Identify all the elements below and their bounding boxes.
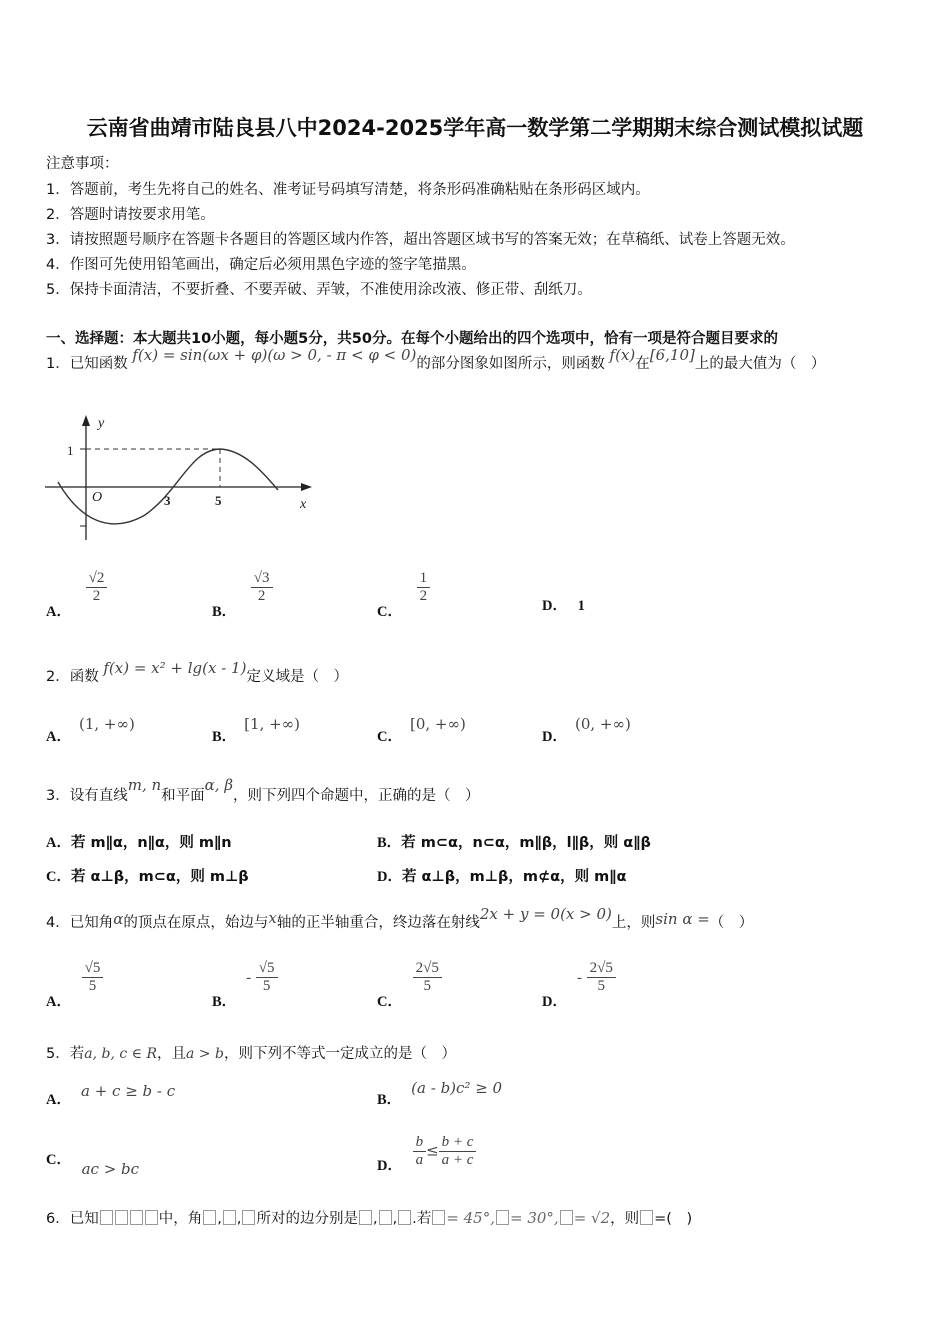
q4-option-a[interactable]: A． $\frac{√5}{5}$: [46, 960, 103, 995]
missing-glyph-icon: [398, 1210, 411, 1225]
q1-option-c[interactable]: C． $\frac{1}{2}$: [377, 570, 430, 605]
missing-glyph-icon: [100, 1210, 113, 1225]
q5-option-b[interactable]: B．(a - b)c² ≥ 0: [377, 1079, 503, 1108]
missing-glyph-icon: [432, 1210, 445, 1225]
x-axis-arrow: [301, 483, 312, 491]
q3-option-b[interactable]: B．若 m⊂α，n⊂α，m∥β，l∥β，则 α∥β: [377, 835, 651, 851]
missing-glyph-icon: [496, 1210, 509, 1225]
q1-option-a[interactable]: A． $\frac{√2}{2}$: [46, 570, 107, 605]
q5-number: 5．: [46, 1046, 70, 1062]
q4-option-d[interactable]: D．- $\frac{2√5}{5}$: [542, 960, 616, 995]
missing-glyph-icon: [130, 1210, 143, 1225]
question-6: 6．已知 中，角 , , 所对的边分别是 , , .若 = 45°, = 30°, = √2，则 =( ): [46, 1209, 693, 1227]
q6-number: 6．: [46, 1211, 70, 1227]
q2-option-b[interactable]: B．[1, +∞): [212, 715, 301, 745]
notice-heading: 注意事项：: [46, 156, 119, 172]
notice-item-5: 5．保持卡面清洁，不要折叠、不要弄破、弄皱，不准使用涂改液、修正带、刮纸刀。: [46, 282, 592, 298]
x-tick-5: 5: [215, 493, 222, 508]
q5-option-a[interactable]: A． a + c ≥ b - c: [46, 1082, 176, 1108]
origin-label: O: [92, 490, 103, 505]
y-tick-1: 1: [67, 443, 74, 458]
q3-option-c[interactable]: C．若 α⊥β，m⊂α，则 m⊥β: [46, 869, 249, 885]
notice-item-3: 3．请按照题号顺序在答题卡各题目的答题区域内作答，超出答题区域书写的答案无效；在草稿纸、试卷上答题无效。: [46, 232, 795, 248]
q3-number: 3．: [46, 788, 70, 804]
q1-function: f(x) = sin(ωx + φ)(ω > 0, - π < φ < 0): [132, 346, 417, 364]
section-heading: 一、选择题：本大题共10小题，每小题5分，共50分。在每个小题给出的四个选项中，恰有一项是符合题目要求的: [46, 331, 778, 347]
question-2: 2．函数 f(x) = x² + lg(x - 1)定义域是（ ）: [46, 659, 348, 685]
q3-option-d[interactable]: D．若 α⊥β，m⊥β，m⊄α，则 m∥α: [377, 869, 627, 885]
missing-glyph-icon: [640, 1210, 653, 1225]
q2-option-a[interactable]: A．(1, +∞): [46, 715, 135, 745]
q4-option-c[interactable]: C． $\frac{2√5}{5}$: [377, 960, 442, 995]
notice-item-2: 2．答题时请按要求用笔。: [46, 207, 215, 223]
missing-glyph-icon: [203, 1210, 216, 1225]
q2-option-c[interactable]: C．[0, +∞): [377, 715, 466, 745]
missing-glyph-icon: [223, 1210, 236, 1225]
question-1: 1．已知函数 f(x) = sin(ωx + φ)(ω > 0, - π < φ < 0)的部分图象如图所示，则函数 f(x)在[6,10]上的最大值为（ ）: [46, 346, 826, 372]
question-3: 3．设有直线m, n和平面α, β，则下列四个命题中，正确的是（ ）: [46, 776, 480, 804]
q1-number: 1．: [46, 356, 70, 372]
missing-glyph-icon: [359, 1210, 372, 1225]
q4-option-b[interactable]: B．- $\frac{√5}{5}$: [212, 960, 278, 995]
missing-glyph-icon: [242, 1210, 255, 1225]
notice-item-1: 1．答题前，考生先将自己的姓名、准考证号码填写清楚，将条形码准确粘贴在条形码区域内。: [46, 182, 650, 198]
page-title: 云南省曲靖市陆良县八中2024-2025学年高一数学第二学期期末综合测试模拟试题: [86, 116, 864, 140]
q2-option-d[interactable]: D．(0, +∞): [542, 715, 631, 745]
notice-item-4: 4．作图可先使用铅笔画出，确定后必须用黑色字迹的签字笔描黑。: [46, 257, 476, 273]
y-label: y: [98, 416, 105, 431]
q5-option-c[interactable]: C． ac > bc: [46, 1152, 140, 1178]
q2-function: f(x) = x² + lg(x - 1): [103, 659, 247, 677]
x-tick-3: 3: [164, 493, 171, 508]
x-label: x: [300, 497, 307, 512]
q1-option-d[interactable]: D． 1: [542, 598, 585, 614]
q4-number: 4．: [46, 915, 70, 931]
missing-glyph-icon: [115, 1210, 128, 1225]
missing-glyph-icon: [560, 1210, 573, 1225]
q1-graph: [40, 410, 330, 545]
q2-number: 2．: [46, 669, 70, 685]
question-4: 4．已知角α的顶点在原点，始边与x轴的正半轴重合，终边落在射线2x + y = 0(x > 0)上，则sin α =（ ）: [46, 905, 754, 931]
missing-glyph-icon: [145, 1210, 158, 1225]
y-axis-arrow: [82, 415, 90, 426]
missing-glyph-icon: [379, 1210, 392, 1225]
question-5: 5．若a, b, c ∈ R，且a > b，则下列不等式一定成立的是（ ）: [46, 1046, 456, 1062]
q1-option-b[interactable]: B． $\frac{√3}{2}$: [212, 570, 273, 605]
q3-option-a[interactable]: A．若 m∥α，n∥α，则 m∥n: [46, 835, 232, 851]
q5-option-d[interactable]: D． $\frac{b}{a}$ ≤ $\frac{b + c}{a + c}$: [377, 1134, 476, 1169]
